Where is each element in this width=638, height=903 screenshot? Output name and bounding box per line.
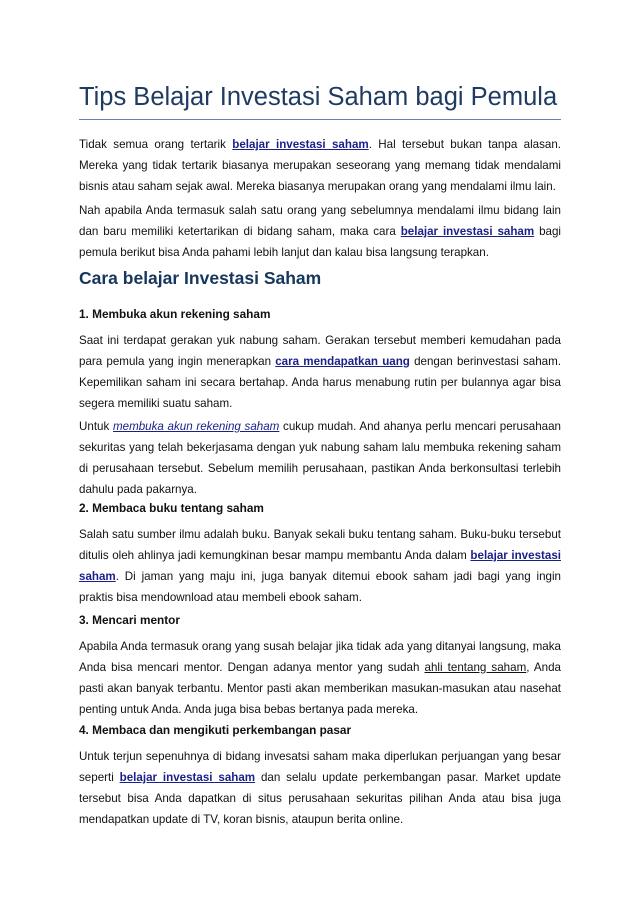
underlined-text: ahli tentang saham — [424, 661, 527, 674]
s1-paragraph-1 — [79, 330, 561, 414]
title-underline — [79, 119, 561, 120]
subheading-1: 1. Membuka akun rekening saham — [79, 307, 271, 321]
text-span: Tidak semua orang tertarik — [79, 138, 233, 151]
link-cara-mendapatkan-uang[interactable]: cara mendapatkan uang — [275, 355, 410, 368]
link-membuka-akun-rekening-saham[interactable]: membuka akun rekening saham — [112, 420, 280, 433]
link-belajar-investasi-saham[interactable]: belajar investasi saham — [79, 549, 561, 583]
link-belajar-investasi-saham[interactable]: belajar investasi saham — [119, 771, 256, 784]
s1-paragraph-1-block — [79, 330, 561, 414]
link-belajar-investasi-saham[interactable]: belajar investasi saham — [400, 225, 535, 238]
text-span: . Di jaman yang maju ini, juga banyak ditemui ebook saham jadi bagi yang ingin praktis bisa mendownload atau membeli ebook saham. — [79, 570, 561, 604]
text-span: bagi pemula berikut bisa Anda pahami lebih lanjut dan kalau bisa langsung terapkan. — [79, 225, 562, 259]
s1-paragraph-2 — [79, 416, 561, 500]
text-span: . Hal tersebut bukan tanpa alasan. Mereka yang tidak tertarik biasanya merupakan seseorang yang memang tidak mendalami bisnis atau saham sejak awal. Mereka biasanya merupakan orang yang mendalami ilmu lain. — [79, 138, 562, 193]
subheading-4: 4. Membaca dan mengikuti perkembangan pasar — [79, 723, 352, 737]
s1-paragraph-2-block — [79, 416, 561, 500]
intro-paragraph-2 — [79, 200, 561, 263]
s4-paragraph-1-block — [79, 746, 561, 830]
intro-paragraph-1 — [79, 134, 561, 197]
text-span: dengan berinvestasi saham. Kepemilikan saham ini secara bertahap. Anda harus menabung rutin per bulannya agar bisa segera memiliki suatu saham. — [79, 355, 562, 410]
section-heading: Cara belajar Investasi Saham — [79, 268, 322, 288]
s3-paragraph-1 — [79, 636, 561, 720]
s2-paragraph-1-block — [79, 524, 561, 608]
subheading-2: 2. Membaca buku tentang saham — [79, 501, 264, 515]
intro-paragraph-1-block — [79, 134, 561, 197]
text-span: Untuk terjun sepenuhnya di bidang invesatsi saham maka diperlukan perjuangan yang besar seperti — [79, 750, 561, 784]
text-span: dan selalu update perkembangan pasar. Market update tersebut bisa Anda dapatkan di situs perusahaan sekuritas pilihan Anda atau bisa juga mendapatkan update di TV, koran bisnis, ataupun berita online. — [79, 771, 561, 826]
intro-paragraph-2-block — [79, 200, 561, 263]
text-span: Untuk — [79, 420, 113, 433]
text-span: Salah satu sumber ilmu adalah buku. Banyak sekali buku tentang saham. Buku-buku tersebut ditulis oleh ahlinya jadi kemungkinan besar mampu membantu Anda dalam — [79, 528, 561, 562]
text-span: Apabila Anda termasuk orang yang susah belajar jika tidak ada yang ditanyai langsung, maka Anda bisa mencari mentor. Dengan adanya mentor yang sudah — [79, 640, 561, 674]
s3-paragraph-1-block — [79, 636, 561, 720]
s2-paragraph-1 — [79, 524, 561, 608]
s4-paragraph-1 — [79, 746, 561, 830]
text-span: Nah apabila Anda termasuk salah satu orang yang sebelumnya mendalami ilmu bidang lain dan baru memiliki ketertarikan di bidang saham, maka cara — [79, 204, 561, 238]
text-span: cukup mudah. And ahanya perlu mencari perusahaan sekuritas yang telah bekerjasama dengan yuk nabung saham lalu membuka rekening saham di perusahaan tersebut. Sebelum memilih perusahaan, pastikan Anda berkonsultasi terlebih dahulu pada pakarnya. — [79, 420, 562, 496]
text-span: , Anda pasti akan banyak terbantu. Mentor pasti akan memberikan masukan-masukan atau nasehat penting untuk Anda. Anda juga bisa bebas bertanya pada mereka. — [79, 661, 561, 716]
text-span: Saat ini terdapat gerakan yuk nabung saham. Gerakan tersebut memberi kemudahan pada para pemula yang ingin menerapkan — [79, 334, 561, 368]
subheading-3: 3. Mencari mentor — [79, 613, 180, 627]
page-title: Tips Belajar Investasi Saham bagi Pemula — [79, 83, 558, 111]
link-belajar-investasi-saham[interactable]: belajar investasi saham — [232, 138, 369, 151]
